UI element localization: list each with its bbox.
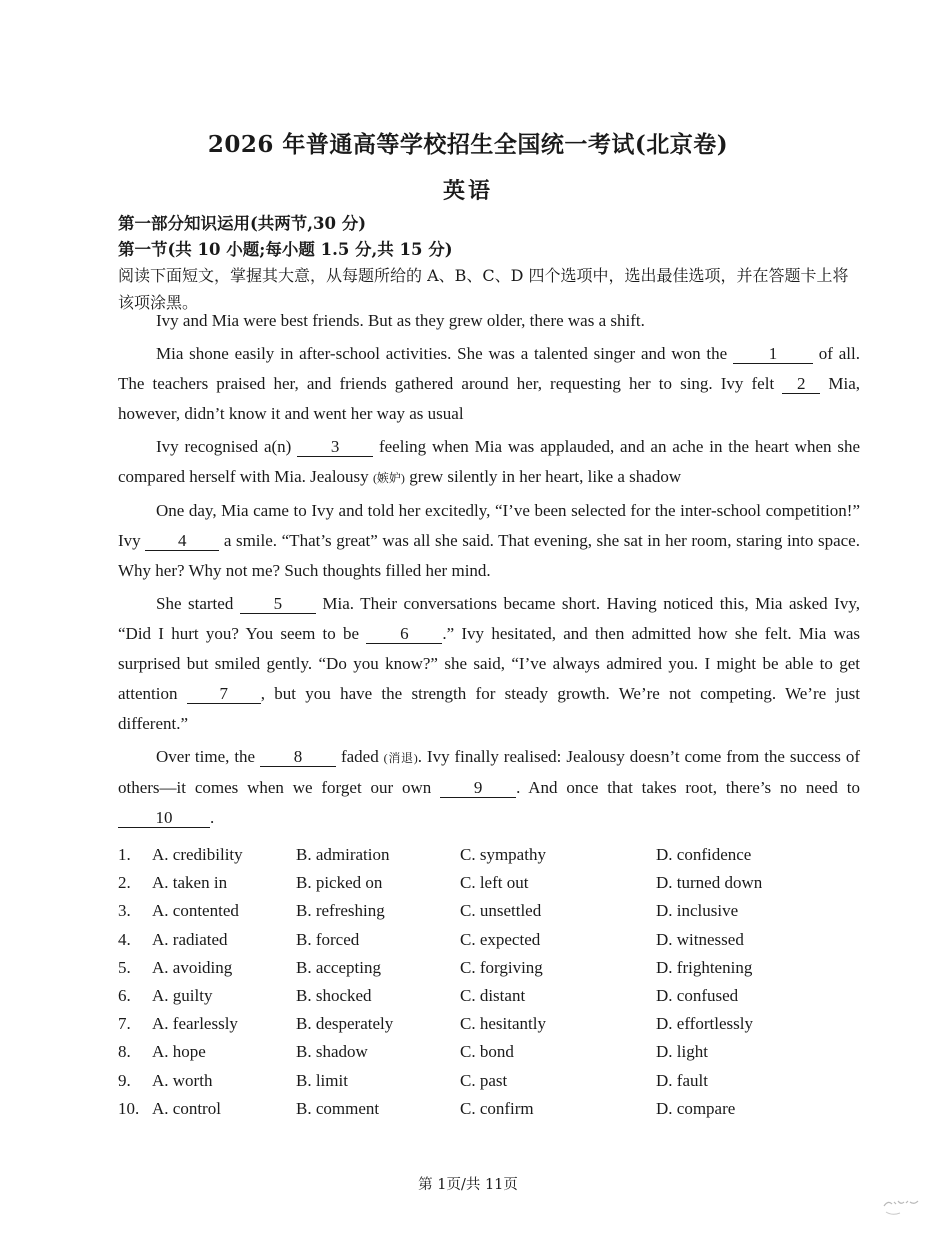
blank-10: 10 (118, 809, 210, 828)
paragraph-text: She started (156, 594, 240, 613)
blank-6: 6 (366, 625, 442, 644)
option-b: B. accepting (296, 957, 381, 977)
page-number: 第 1页/共 11页 (418, 1177, 518, 1193)
paragraph-4 (118, 496, 860, 586)
option-c: C. hesitantly (460, 1014, 546, 1034)
blank-9: 9 (440, 779, 516, 798)
passage (118, 306, 860, 833)
option-b: B. picked on (296, 873, 383, 893)
paragraph-text: . (210, 808, 215, 827)
option-a: A. hope (152, 1042, 206, 1062)
option-a: A. credibility (152, 845, 243, 864)
option-c: C. left out (460, 873, 529, 893)
blank-5: 5 (240, 595, 316, 614)
option-b: B. shadow (296, 1042, 368, 1062)
option-a: A. control (152, 1098, 221, 1118)
subject-title: 英语 (442, 178, 493, 204)
option-a: A. contented (152, 901, 239, 921)
question-number: 1. (118, 845, 131, 864)
option-a: A. taken in (152, 873, 228, 893)
option-row (118, 986, 838, 1014)
paragraph-5 (118, 589, 860, 739)
blank-2: 2 (782, 375, 820, 394)
instructions: 阅读下面短文，掌握其大意，从每题所给的 A、B、C、D 四个选项中，选出最佳选项，并在答题卡上将该项涂黑。 (118, 266, 849, 312)
option-row (118, 1099, 838, 1127)
option-a: A. fearlessly (152, 1014, 238, 1034)
option-row (118, 958, 838, 986)
gloss-faded: (消退) (383, 751, 418, 765)
exam-title: 2026 年普通高等学校招生全国统一考试(北京卷) (207, 131, 729, 158)
option-a: A. avoiding (152, 957, 233, 977)
option-c: C. unsettled (460, 901, 542, 921)
blank-3: 3 (297, 438, 373, 457)
option-c: C. sympathy (460, 845, 546, 864)
paragraph-text: One day, Mia came to Ivy and told her excitedly, “I’ve been selected for the inter-school competition!” Ivy (118, 501, 860, 550)
option-row (118, 930, 838, 958)
option-row (118, 901, 838, 929)
option-d: D. compare (656, 1098, 736, 1118)
option-c: C. bond (460, 1042, 514, 1062)
part-heading: 第一部分知识运用(共两节,30 分) (118, 214, 367, 233)
option-a: A. radiated (152, 929, 228, 949)
paragraph-text: feeling when Mia was applauded, and an ache in the heart when she compared herself with Mia. Jealousy (118, 437, 860, 486)
option-row (118, 1042, 838, 1070)
option-b: B. shocked (296, 985, 372, 1005)
blank-8: 8 (260, 748, 336, 767)
option-row (118, 845, 838, 873)
gloss-jealousy: (嫉妒) (372, 471, 405, 485)
option-c: C. expected (460, 929, 541, 949)
blank-7: 7 (187, 685, 261, 704)
paragraph-text: . Ivy finally realised: Jealousy doesn’t come from the success of others—it comes when we forget our own (118, 747, 860, 797)
paragraph-1 (118, 306, 860, 336)
option-d: D. confidence (656, 845, 752, 864)
option-a: A. worth (152, 1070, 213, 1090)
option-d: D. light (656, 1042, 708, 1062)
option-b: B. desperately (296, 1014, 394, 1034)
question-number: 8. (118, 1042, 131, 1062)
paragraph-text: Mia, however, didn’t know it and went her way as usual (118, 374, 860, 423)
paragraph-6 (118, 742, 860, 833)
paragraph-2 (118, 339, 860, 429)
option-d: D. effortlessly (656, 1014, 753, 1034)
paragraph-text: a smile. “That’s great” was all she said. That evening, she sat in her room, staring into space. Why her? Why not me? Such thoughts filled her mind. (118, 531, 860, 580)
paragraph-text: Ivy and Mia were best friends. But as they grew older, there was a shift. (156, 311, 645, 330)
option-row (118, 873, 838, 901)
option-b: B. admiration (296, 845, 390, 864)
question-number: 10. (118, 1098, 140, 1118)
option-b: B. refreshing (296, 901, 385, 921)
paragraph-text: faded (336, 747, 384, 766)
option-d: D. witnessed (656, 929, 744, 949)
option-a: A. guilty (152, 985, 213, 1005)
option-b: B. comment (296, 1098, 380, 1118)
paragraph-text: . And once that takes root, there’s no need to (516, 778, 860, 797)
option-c: C. past (460, 1070, 508, 1090)
corner-mark-icon (880, 1192, 924, 1218)
paragraph-text: Mia shone easily in after-school activities. She was a talented singer and won the (156, 344, 733, 363)
question-number: 3. (118, 901, 131, 921)
option-row (118, 1014, 838, 1042)
paragraph-text: , but you have the strength for steady growth. We’re not competing. We’re just different.” (118, 684, 861, 733)
option-b: B. limit (296, 1070, 348, 1090)
paragraph-text: Over time, the (156, 747, 261, 766)
paragraph-text: .” Ivy hesitated, and then admitted how she felt. Mia was surprised but smiled gently. “Do you know?” she said, “I’ve always admired you. I might be able to get attention (118, 624, 861, 703)
option-d: D. fault (656, 1070, 708, 1090)
option-c: C. distant (460, 985, 526, 1005)
option-b: B. forced (296, 929, 360, 949)
blank-4: 4 (145, 532, 219, 551)
question-number: 6. (118, 985, 131, 1005)
question-number: 2. (118, 873, 131, 893)
blank-1: 1 (733, 345, 813, 364)
options-table (118, 845, 838, 1127)
question-number: 4. (118, 929, 131, 949)
paragraph-text: Mia. Their conversations became short. Having noticed this, Mia asked Ivy, “Did I hurt you? You seem to be (118, 594, 860, 643)
paragraph-text: of all. The teachers praised her, and friends gathered around her, requesting her to sing. Ivy felt (118, 344, 861, 393)
option-d: D. frightening (656, 957, 753, 977)
question-number: 5. (118, 957, 131, 977)
paragraph-text: Ivy recognised a(n) (156, 437, 298, 456)
option-c: C. forgiving (460, 957, 543, 977)
option-d: D. confused (656, 985, 739, 1005)
option-c: C. confirm (460, 1098, 534, 1118)
option-d: D. turned down (656, 873, 763, 893)
section-heading: 第一节(共 10 小题;每小题 1.5 分,共 15 分) (118, 240, 453, 259)
paragraph-text: grew silently in her heart, like a shadow (404, 467, 682, 486)
paragraph-3 (118, 432, 860, 493)
question-number: 9. (118, 1070, 131, 1090)
option-d: D. inclusive (656, 901, 739, 921)
question-number: 7. (118, 1014, 131, 1034)
option-row (118, 1071, 838, 1099)
